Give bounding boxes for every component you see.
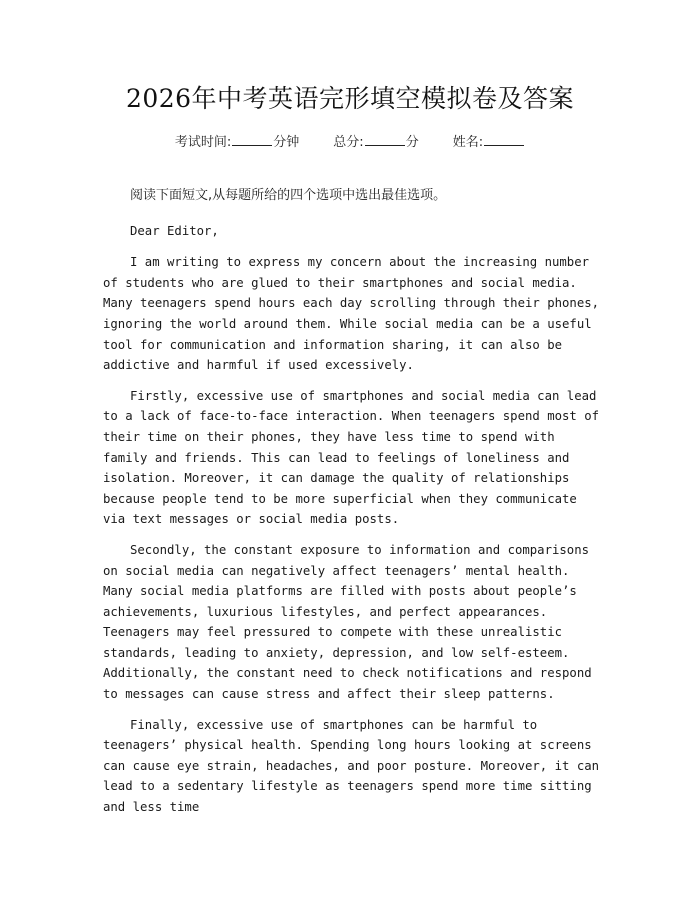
exam-time-label: 考试时间: [174,135,232,150]
passage-body [103,186,603,828]
passage-paragraph-2: Firstly, excessive use of smartphones and social media can lead to a lack of face-to-face interaction. When teenagers spend most of their time on their phones, they have less time to spend with family and friends. This can lead to feelings of loneliness and isolation. Moreover, it can damage the quality of relationships because people tend to be more superficial when they communicate via text messages or social media posts. [103,388,600,527]
exam-time-unit: 分钟 [273,135,300,150]
exam-info-line [0,131,700,153]
passage-paragraph-3: Secondly, the constant exposure to information and comparisons on social media can negatively affect teenagers’ mental health. Many social media platforms are filled with posts about people’s achievements, luxurious lifestyles, and perfect appearances. Teenagers may feel pressured to compete with these unrealistic standards, leading to anxiety, depression, and low self-esteem. Additionally, the constant need to check notifications and respond to messages can cause stress and affect their sleep patterns. [103,542,592,702]
student-name-label: 姓名: [452,135,484,150]
total-score-label: 总分: [333,135,364,150]
document-title: 2026年中考英语完形填空模拟卷及答案 [125,84,575,113]
total-score-blank [365,131,405,146]
exam-time-blank [232,131,272,146]
student-name-blank [484,131,524,146]
passage-paragraph-1: I am writing to express my concern about the increasing number of students who are glued to their smartphones and social media. Many teenagers spend hours each day scrolling through their phones, ignoring the world around them. While social media can be a useful tool for communication and information sharing, it can also be addictive and harmful if used excessively. [103,255,600,373]
passage-paragraph-4: Finally, excessive use of smartphones can be harmful to teenagers’ physical health. Spending long hours looking at screens can cause eye strain, headaches, and poor posture. Moreover, it can lead to a sedentary lifestyle as teenagers spend more time sitting and less time [103,717,600,815]
instruction-text: 阅读下面短文,从每题所给的四个选项中选出最佳选项。 [130,188,447,203]
total-score-unit: 分 [405,135,419,150]
letter-greeting: Dear Editor, [130,223,219,238]
